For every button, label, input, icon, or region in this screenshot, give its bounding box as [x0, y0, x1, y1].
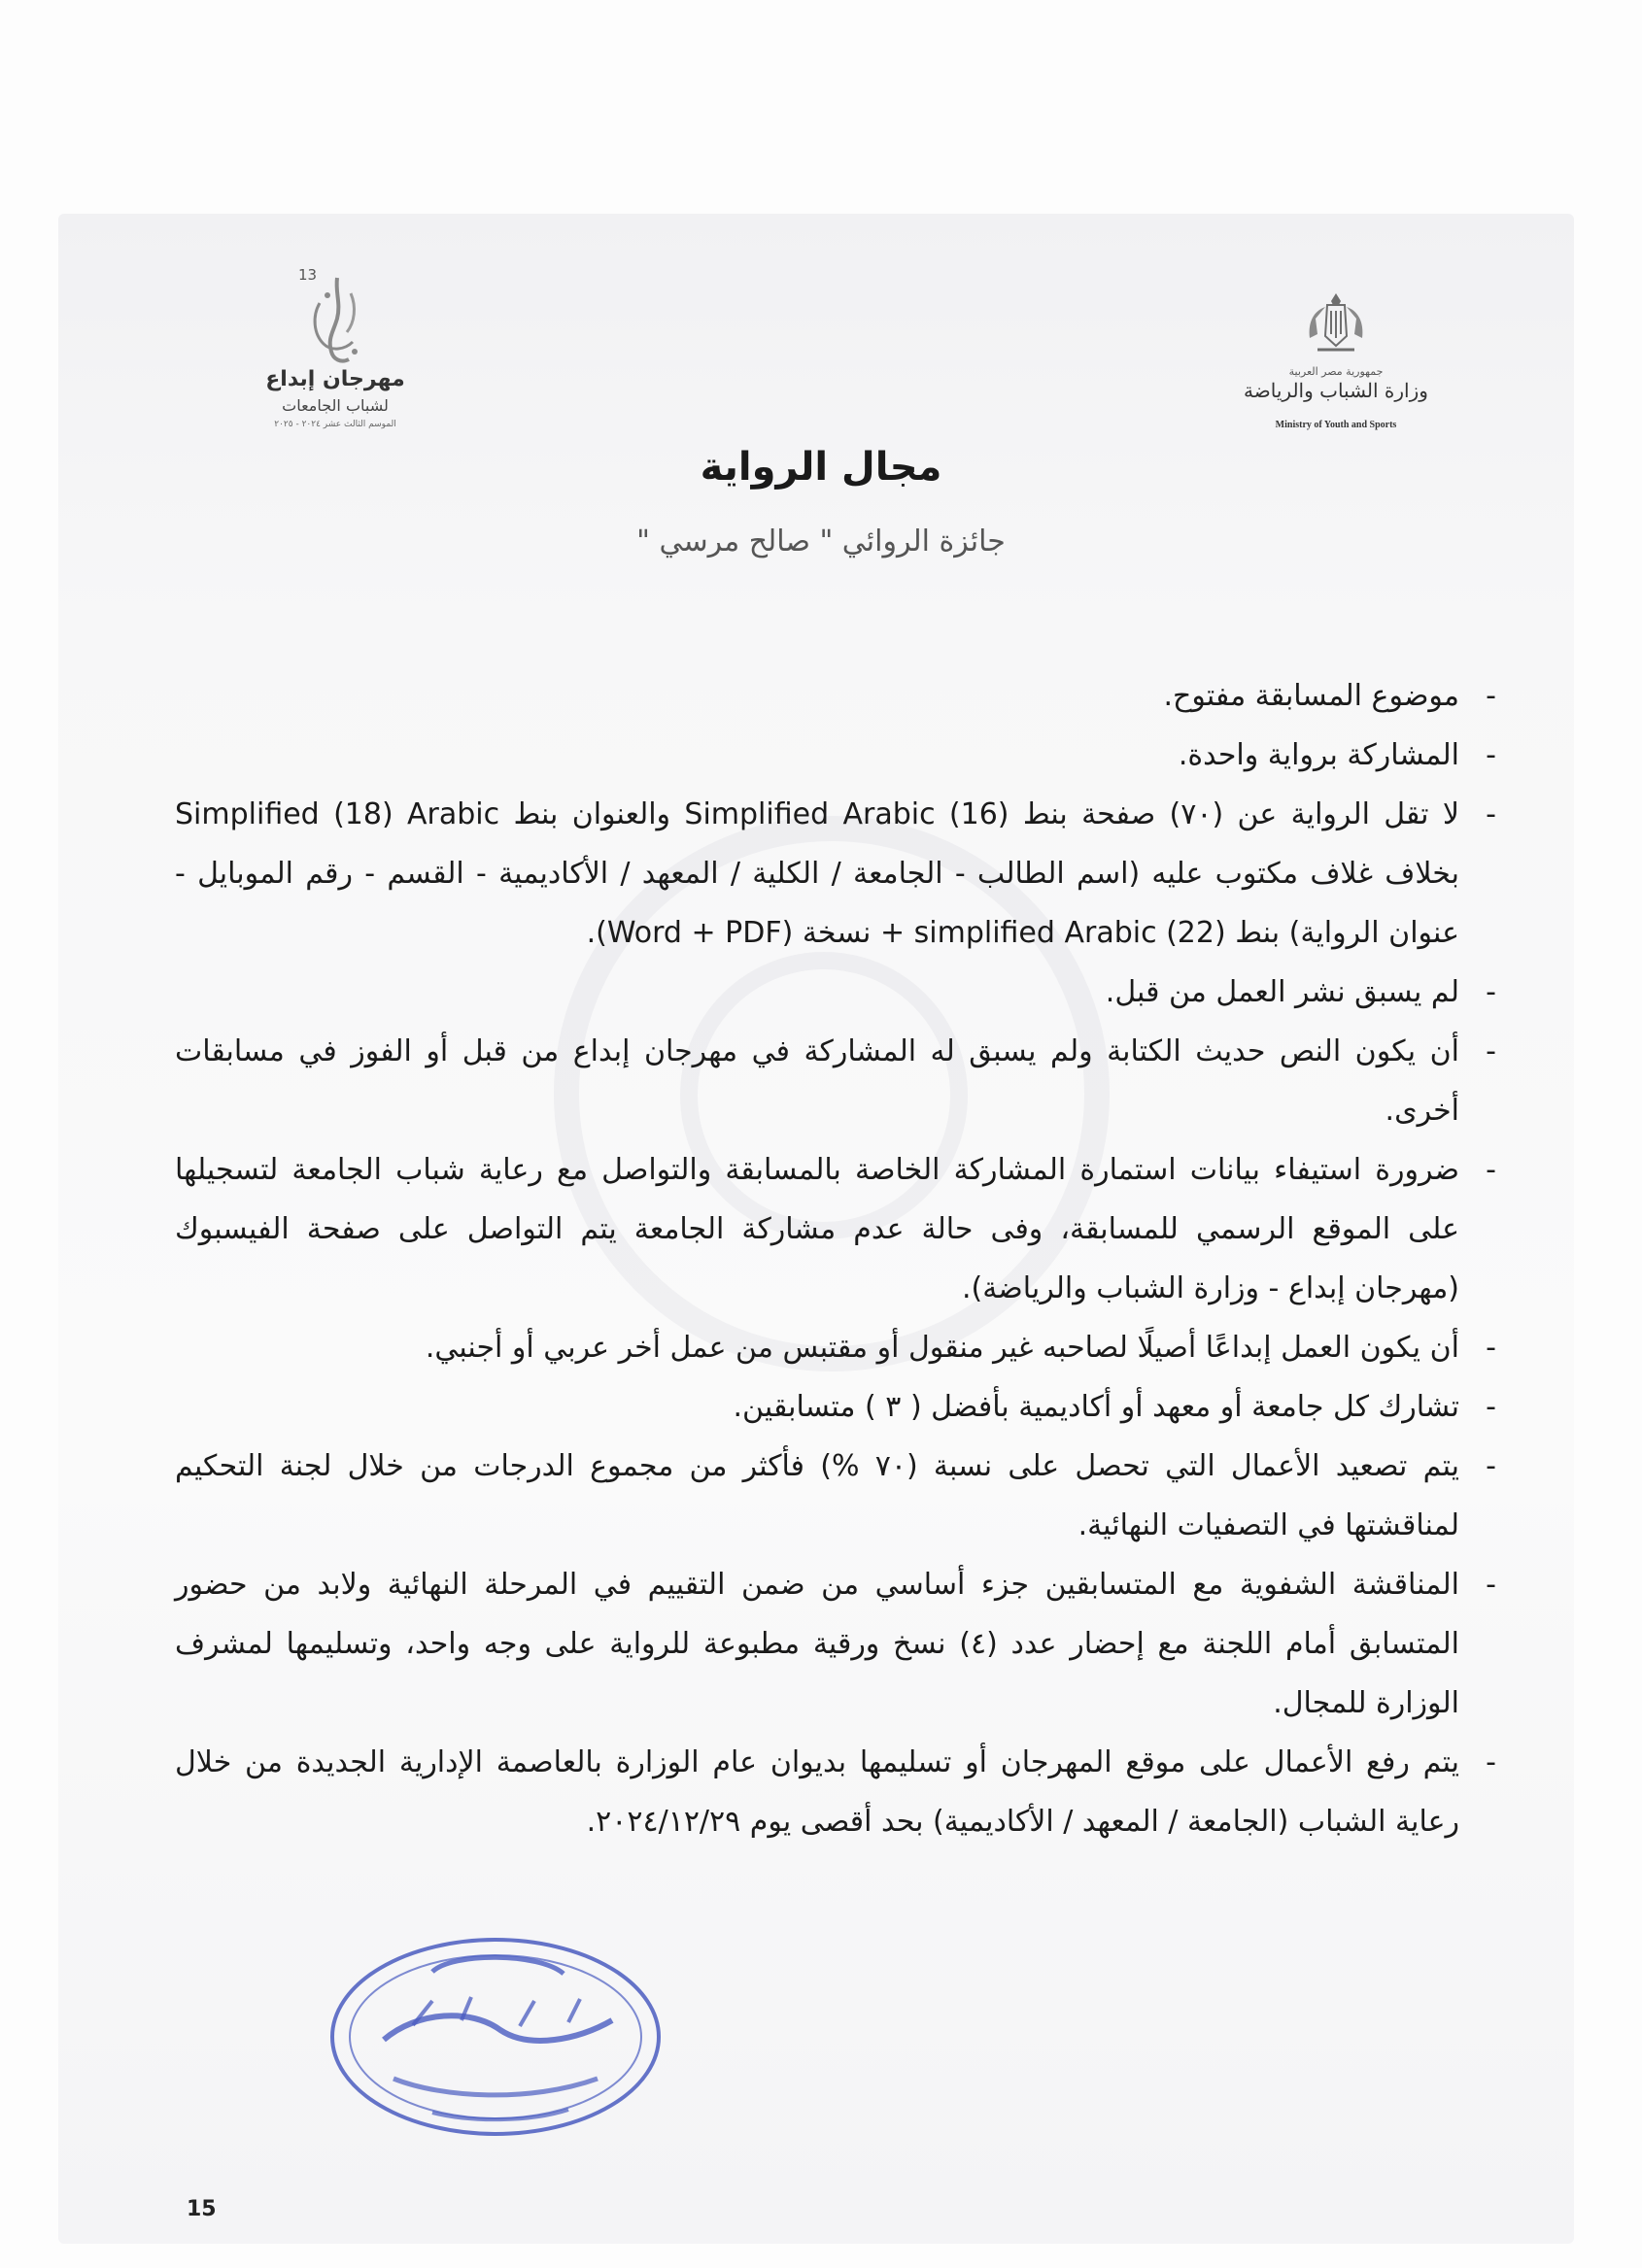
- rule-text: لم يسبق نشر العمل من قبل.: [1105, 975, 1459, 1009]
- eagle-emblem-icon: [1304, 289, 1368, 359]
- festival-logo: [238, 262, 432, 447]
- bullet-dash: -: [1486, 1390, 1496, 1424]
- page-title: مجال الرواية: [700, 445, 942, 490]
- rule-item: [175, 1377, 1496, 1437]
- rule-item: [175, 726, 1496, 785]
- rule-text: لا تقل الرواية عن (٧٠) صفحة بنط Simplified Arabic (16) والعنوان بنط Simplified (18) Arabic بخلاف غلاف مكتوب عليه (اسم الطالب - الجامعة / الكلية / المعهد / الأكاديمية - القسم - رقم الموبايل - عنوان الرواية) بنط simplified Arabic (22) + نسخة (Word + PDF).: [175, 797, 1459, 950]
- bullet-dash: -: [1486, 975, 1496, 1009]
- ministry-country-label: جمهورية مصر العربية: [1288, 365, 1384, 378]
- bullet-dash: -: [1486, 1449, 1496, 1483]
- rule-text: أن يكون النص حديث الكتابة ولم يسبق له المشاركة في مهرجان إبداع من قبل أو الفوز في مسابقات أخرى.: [175, 1034, 1459, 1128]
- bullet-dash: -: [1486, 1331, 1496, 1365]
- rule-text: أن يكون العمل إبداعًا أصيلًا لصاحبه غير منقول أو مقتبس من عمل أخر عربي أو أجنبي.: [425, 1331, 1459, 1365]
- rule-text: المناقشة الشفوية مع المتسابقين جزء أساسي من ضمن التقييم في المرحلة النهائية ولابد من حضور المتسابق أمام اللجنة مع إحضار عدد (٤) نسخ ورقية مطبوعة للرواية على وجه واحد، وتسليمها لمشرف الوزارة للمجال.: [175, 1568, 1459, 1720]
- rule-text: ضرورة استيفاء بيانات استمارة المشاركة الخاصة بالمسابقة والتواصل مع رعاية شباب الجامعة لتسجيلها على الموقع الرسمي للمسابقة، وفى حالة عدم مشاركة الجامعة يتم التواصل على صفحة الفيسبوك (مهرجان إبداع - وزارة الشباب والرياضة).: [175, 1153, 1459, 1305]
- rule-item: [175, 1140, 1496, 1318]
- rule-item: [175, 1733, 1496, 1851]
- rules-list: [175, 666, 1496, 1851]
- rule-text: يتم تصعيد الأعمال التي تحصل على نسبة (٧٠ %) فأكثر من مجموع الدرجات من خلال لجنة التحكيم لمناقشتها في التصفيات النهائية.: [175, 1449, 1459, 1542]
- rule-text: المشاركة برواية واحدة.: [1178, 738, 1459, 772]
- rule-item: [175, 785, 1496, 963]
- bullet-dash: -: [1486, 1745, 1496, 1779]
- official-stamp: [325, 1933, 666, 2142]
- bullet-dash: -: [1486, 679, 1496, 713]
- rule-text: موضوع المسابقة مفتوح.: [1163, 679, 1459, 713]
- rule-item: [175, 1437, 1496, 1555]
- festival-subtitle: لشباب الجامعات: [282, 396, 389, 415]
- rule-item: [175, 963, 1496, 1022]
- bullet-dash: -: [1486, 797, 1496, 831]
- bullet-dash: -: [1486, 738, 1496, 772]
- festival-edition-number: 13: [298, 266, 318, 284]
- festival-title: مهرجان إبداع: [265, 367, 405, 391]
- bullet-dash: -: [1486, 1568, 1496, 1602]
- rule-item: [175, 1022, 1496, 1140]
- ministry-english-name: Ministry of Youth and Sports: [1275, 420, 1397, 430]
- bullet-dash: -: [1486, 1034, 1496, 1068]
- rule-item: [175, 1555, 1496, 1733]
- page-number: 15: [187, 2197, 217, 2221]
- festival-season: الموسم الثالث عشر ٢٠٢٤ - ٢٠٢٥: [274, 420, 396, 429]
- bullet-dash: -: [1486, 1153, 1496, 1187]
- rule-text: تشارك كل جامعة أو معهد أو أكاديمية بأفضل ( ٣ ) متسابقين.: [733, 1390, 1459, 1424]
- festival-calligraphy-icon: [298, 274, 374, 371]
- page-subtitle: جائزة الروائي " صالح مرسي ": [636, 525, 1006, 559]
- rule-text: يتم رفع الأعمال على موقع المهرجان أو تسليمها بديوان عام الوزارة بالعاصمة الإدارية الجديدة من خلال رعاية الشباب (الجامعة / المعهد / الأكاديمية) بحد أقصى يوم ٢٠٢٤/١٢/٢٩.: [175, 1745, 1459, 1839]
- rule-item: [175, 666, 1496, 726]
- rule-item: [175, 1318, 1496, 1377]
- ministry-arabic-name: وزارة الشباب والرياضة: [1244, 379, 1428, 402]
- ministry-logo: [1234, 282, 1438, 447]
